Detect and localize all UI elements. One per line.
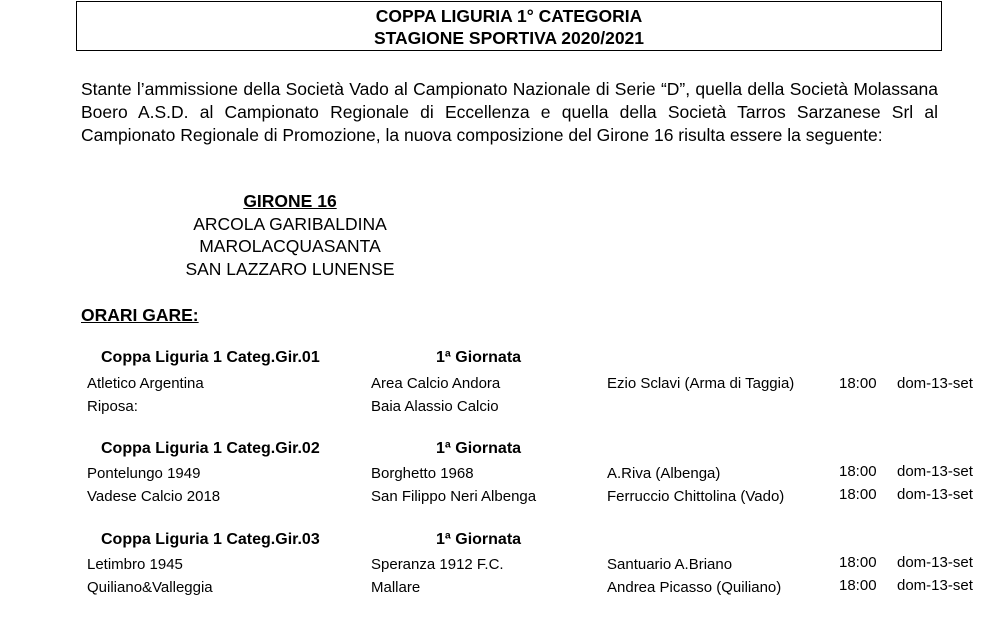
venue: Andrea Picasso (Quiliano)	[607, 579, 782, 596]
home-team: Atletico Argentina	[87, 375, 204, 392]
match-date: dom-13-set	[897, 375, 973, 392]
home-team: Pontelungo 1949	[87, 465, 201, 482]
girone-title: GIRONE 16	[243, 191, 337, 211]
match-time: 18:00	[839, 375, 877, 392]
section-category: Coppa Liguria 1 Categ.Gir.03	[101, 531, 320, 548]
match-date: dom-13-set	[897, 577, 973, 594]
match-row	[0, 579, 1000, 601]
match-date: dom-13-set	[897, 554, 973, 571]
venue: Ferruccio Chittolina (Vado)	[607, 488, 785, 505]
match-date: dom-13-set	[897, 463, 973, 480]
document-title: COPPA LIGURIA 1° CATEGORIA	[375, 6, 643, 26]
match-date: dom-13-set	[897, 486, 973, 503]
match-row	[0, 398, 1000, 420]
document-title-box	[76, 1, 942, 51]
section-category: Coppa Liguria 1 Categ.Gir.02	[101, 440, 320, 457]
away-team: Area Calcio Andora	[371, 375, 501, 392]
season-title: STAGIONE SPORTIVA 2020/2021	[373, 28, 645, 48]
section-category: Coppa Liguria 1 Categ.Gir.01	[101, 349, 320, 366]
venue: Ezio Sclavi (Arma di Taggia)	[607, 375, 795, 392]
home-team: Vadese Calcio 2018	[87, 488, 221, 505]
girone-team: MAROLACQUASANTA	[199, 236, 381, 256]
match-row	[0, 375, 1000, 397]
venue: Santuario A.Briano	[607, 556, 733, 573]
match-row	[0, 556, 1000, 578]
home-team: Letimbro 1945	[87, 556, 183, 573]
match-time: 18:00	[839, 577, 877, 594]
away-team: San Filippo Neri Albenga	[371, 488, 537, 505]
match-time: 18:00	[839, 463, 877, 480]
match-row	[0, 488, 1000, 510]
girone-team: ARCOLA GARIBALDINA	[193, 213, 387, 234]
girone-team: SAN LAZZARO LUNENSE	[185, 258, 395, 279]
home-team: Quiliano&Valleggia	[87, 579, 213, 596]
away-team: Borghetto 1968	[371, 465, 474, 482]
section-matchday: 1ª Giornata	[436, 440, 522, 457]
section-matchday: 1ª Giornata	[436, 349, 522, 366]
away-team: Mallare	[371, 579, 421, 596]
girone-block	[150, 190, 430, 280]
home-team: Riposa:	[87, 398, 138, 415]
orari-gare-heading: ORARI GARE:	[81, 305, 199, 325]
intro-paragraph: Stante l’ammissione della Società Vado al Campionato Nazionale di Serie “D”, quella della Società Molassana Boero A.S.D. al Campionato Regionale di Eccellenza e quella della Società Tarros Sarzanese Srl al Campionato Regionale di Promozione, la nuova composizione del Girone 16 risulta essere la seguente:	[81, 79, 938, 145]
match-time: 18:00	[839, 486, 877, 503]
away-team: Speranza 1912 F.C.	[371, 556, 504, 573]
match-row	[0, 465, 1000, 487]
venue: A.Riva (Albenga)	[607, 465, 721, 482]
match-time: 18:00	[839, 554, 877, 571]
away-team: Baia Alassio Calcio	[371, 398, 499, 415]
section-matchday: 1ª Giornata	[436, 531, 522, 548]
